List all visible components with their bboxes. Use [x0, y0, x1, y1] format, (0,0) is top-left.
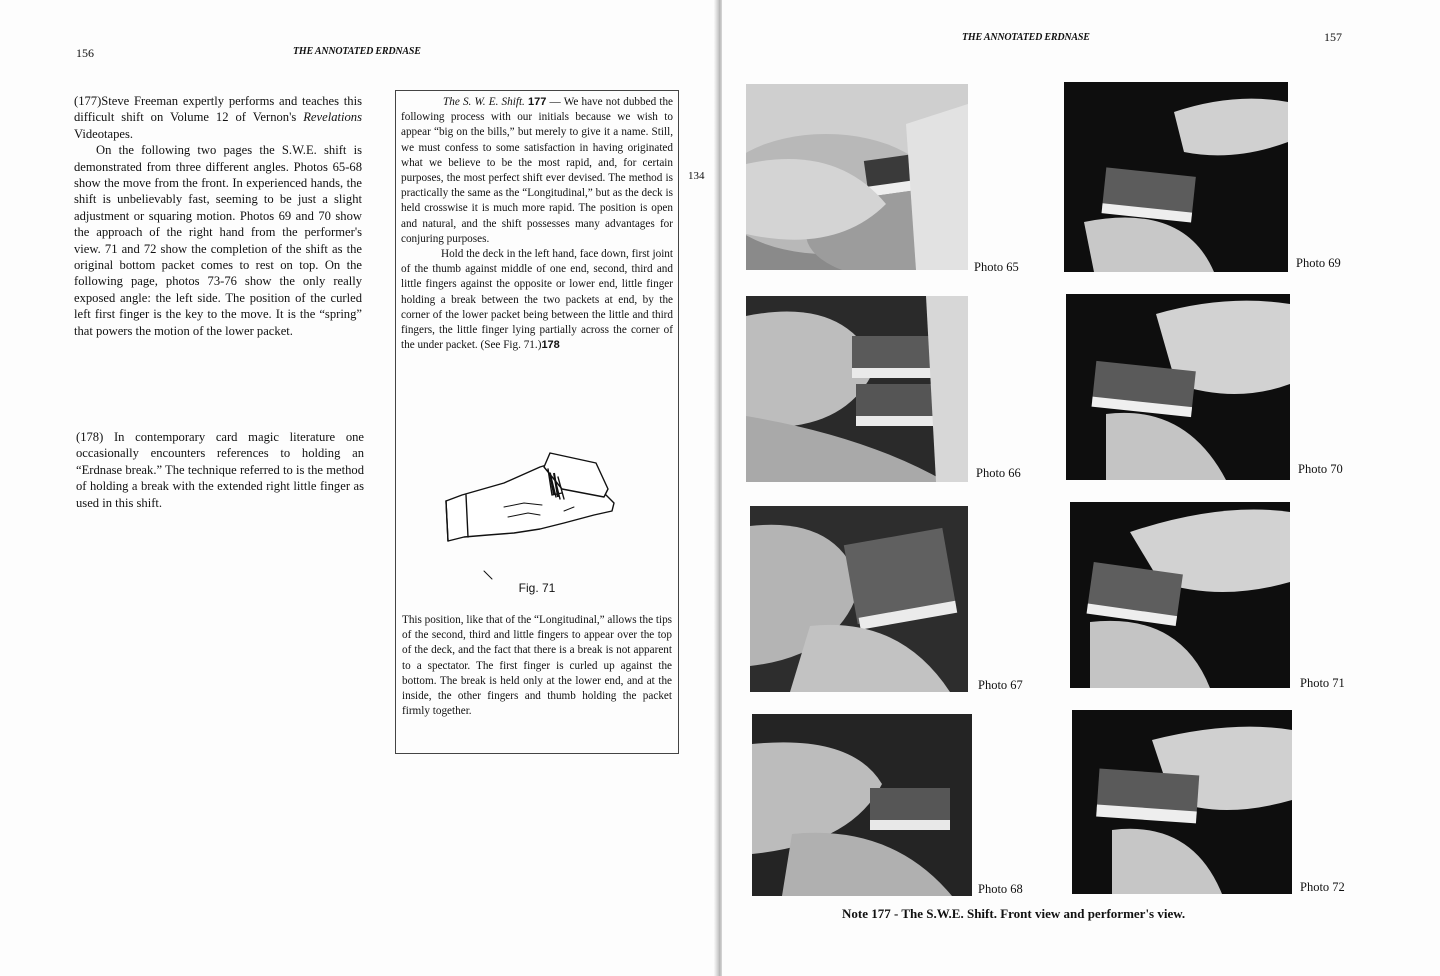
hands-with-deck-image	[1064, 82, 1288, 272]
photo-label: Photo 72	[1300, 880, 1345, 894]
hands-with-deck-image	[752, 714, 972, 896]
photo-label: Photo 68	[978, 882, 1023, 896]
note-177-paragraph-2: On the following two pages the S.W.E. shift is demonstrated from three different angles. Photos 65-68 show the move from the front. In experienced hands, the shift is unbelievably fast, seeming to be just a slight adjustment or squaring motion. Photos 69 and 70 show the approach of the right hand from the performer's view. 71 and 72 show the completion of the shift as the original bottom packet comes to rest on top. On the following page, photos 73-76 show the only really exposed angle: the left side. The position of the curled left first finger is the key to the move. It is the “spring” that powers the motion of the lower packet.	[74, 143, 362, 338]
hands-with-deck-image	[1070, 502, 1290, 688]
photo-68-image	[752, 714, 972, 896]
page-number: 157	[1324, 30, 1342, 44]
photo-label: Photo 71	[1300, 676, 1345, 690]
videotape-title: Revelations	[303, 110, 362, 125]
photo-label: Photo 69	[1296, 256, 1341, 270]
plate-caption: Note 177 - The S.W.E. Shift. Front view and performer's view.	[842, 906, 1186, 921]
side-page-reference: 134	[688, 170, 705, 182]
ref-number-177: 177	[528, 96, 547, 108]
hands-with-deck-image	[746, 84, 968, 270]
section-title: The S. W. E. Shift.	[443, 96, 525, 108]
fig-71-caption: Fig. 71	[518, 581, 556, 595]
note-178	[76, 429, 364, 511]
left-page	[0, 0, 716, 976]
erdnase-quote-box	[395, 90, 679, 754]
photo-72-image	[1072, 710, 1292, 894]
right-page	[722, 0, 1440, 976]
quote-hold-paragraph: Hold the deck in the left hand, face down, first joint of the thumb against middle of one end, second, third and little fingers against the opposite or lower end, little finger holding a break between the two packets at end, by the corner of the lower packet being between the little and third fingers, the little finger lying partially across the corner of the under packet. (See Fig. 71.)178	[401, 248, 673, 352]
note-ref-177: (177)	[74, 94, 102, 108]
photo-71-image	[1070, 502, 1290, 688]
photo-70-image	[1066, 294, 1290, 480]
running-head: THE ANNOTATED ERDNASE	[962, 32, 1090, 43]
photo-label: Photo 66	[976, 466, 1021, 480]
photo-65-image	[746, 84, 968, 270]
note-178-paragraph: (178) In contemporary card magic literature one occasionally encounters references to holding an “Erdnase break.” The technique referred to is the method of holding a break with the extended right little finger as used in this shift.	[76, 430, 364, 510]
quote-intro: The S. W. E. Shift. 177 — We have not dubbed the following process with our initials because we wish to appear “big on the bills,” but merely to give it a name. Still, we must confess to some satisfaction in having originated what we believe to be the most rapid, and, for certain purposes, the most perfect shift ever devised. The method is practically the same as the “Longitudinal,” but as the deck is held crosswise it is much more rapid. The position is open and natural, and the shift possesses many advantages for conjuring purposes.	[401, 96, 674, 245]
hands-with-deck-image	[1066, 294, 1290, 480]
note-177	[74, 93, 362, 339]
photo-label: Photo 70	[1298, 462, 1343, 476]
photo-67-image	[750, 506, 968, 692]
photo-label: Photo 67	[978, 678, 1023, 692]
fig-71-hand-drawing	[444, 437, 624, 583]
photo-69-image	[1064, 82, 1288, 272]
note-177-paragraph-1: (177)Steve Freeman expertly performs and teaches this difficult shift on Volume 12 of Vernon's Revelations Videotapes.	[74, 94, 362, 141]
running-head: THE ANNOTATED ERDNASE	[293, 46, 421, 57]
hands-with-deck-image	[750, 506, 968, 692]
hands-with-deck-image	[746, 296, 968, 482]
hands-with-deck-image	[1072, 710, 1292, 894]
quote-after-paragraph: This position, like that of the “Longitudinal,” allows the tips of the second, third and little fingers to appear over the top of the deck, and the fact that there is a break is not apparent to a spectator. The first finger is curled up against the bottom. The break is held only at the lower end, and at the inside, the other fingers and thumb holding the packet firmly together.	[402, 614, 673, 718]
photo-66-image	[746, 296, 968, 482]
photo-label: Photo 65	[974, 260, 1019, 274]
ref-number-178: 178	[541, 339, 560, 352]
page-number: 156	[76, 46, 94, 60]
